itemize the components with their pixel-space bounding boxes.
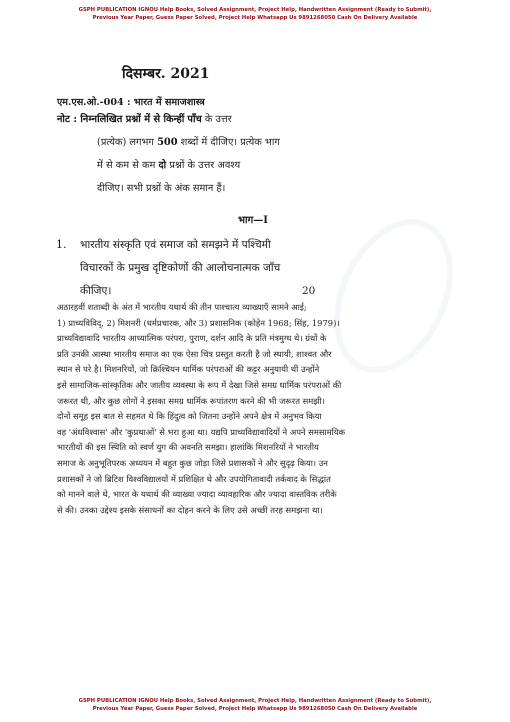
question-line-1: भारतीय संस्कृति एवं समाज को समझने में पश्चिमी	[80, 239, 271, 251]
part-heading: भाग—I	[238, 215, 268, 226]
answer-line: दोनों समूह इस बात से सहमत थे कि हिंदुत्व को जितना उन्होंने अपने क्षेत्र में अनुभव किया	[57, 411, 322, 422]
answer-line: स्थान से परे है। मिशनरियों, जो क्रिश्चियन धार्मिक परंपराओं की कट्टर अनुयायी थीं उन्होंने	[57, 364, 320, 375]
answer-line: 1) प्राच्यविविद्, 2) मिशनरी (धर्मप्रचारक, और 3) प्रशासनिक (कोहेन 1968; सिंह, 1979)।	[57, 317, 340, 328]
question-number: 1.	[56, 238, 67, 251]
answer-line: वह 'अंधविश्वास' और 'कुप्रथाओं' से भरा हुआ था। यद्यपि प्राच्यविद्यावादियों ने अपने समसामयिक	[57, 426, 346, 437]
note-line-3a: में से कम से कम	[97, 160, 156, 171]
note-line-2	[97, 135, 280, 148]
note-line-4: दीजिए। सभी प्रश्नों के अंक समान हैं।	[97, 183, 226, 194]
page-footer	[0, 697, 510, 713]
note-emph-five: पाँच	[187, 114, 202, 125]
answer-line: अठारहवीं शताब्दी के अंत में भारतीय यथार्थ की तीन पाश्चात्य व्याख्याएँ सामने आई;	[57, 302, 307, 312]
answer-line: से की। उनका उद्देश्य इसके संसाधनों का दोहन करने के लिए उसे अच्छी तरह समझना था।	[57, 504, 323, 515]
note-line-3c: प्रश्नों के उत्तर अवश्य	[169, 160, 241, 171]
note-line-3	[97, 158, 240, 171]
answer-line: को मानने वाले थे, भारत के यथार्थ की व्याख्या ज्यादा व्यावहारिक और ज्यादा वास्तविक तरीके	[57, 489, 337, 500]
note-line-1	[57, 112, 232, 125]
note-line-1a: नोट : निम्नलिखित प्रश्नों में से किन्हीं	[57, 114, 185, 125]
page-header	[0, 6, 510, 22]
answer-body	[57, 300, 472, 518]
footer-line-2: Previous Year Paper, Guess Paper Solved, Project Help Whatsapp Us 9891268050 Cash On Delivery Available	[92, 706, 418, 712]
note-line-2c: शब्दों में दीजिए। प्रत्येक भाग	[180, 137, 280, 148]
question-marks: 20	[302, 285, 316, 297]
header-line-2: Previous Year Paper, Guess Paper Solved, Project Help Whatsapp Us 9891268050 Cash On Delivery Available	[92, 15, 418, 21]
answer-line: प्रशासकों ने जो ब्रिटिश विश्वविद्यालयों में प्रशिक्षित थे और उपयोगितावादी तर्कवाद के सिद्धांत	[57, 473, 331, 484]
note-line-2a: (प्रत्येक) लगभग	[97, 137, 154, 148]
answer-line: समाज के अनुभूतिपरक अध्ययन में बहुत कुछ जोड़ा जिसे प्रशासकों ने और सुदृढ़ किया। उन	[57, 457, 328, 468]
answer-line: प्राच्यविद्यावादि भारतीय आध्यात्मिक परंपरा, पुराण, दर्शन आदि के प्रति मंत्रमुग्ध थे। ग्रंथों के	[57, 333, 327, 344]
footer-line-1: GSPH PUBLICATION IGNOU Help Books, Solved Assignment, Project Help, Handwritten Assignment (Ready to Submit),	[78, 698, 432, 704]
note-emph-two: दो	[158, 160, 167, 171]
answer-line: इसे सामाजिक-सांस्कृतिक और जातीय व्यवस्था के रूप में देखा जिसे समग्र धार्मिक परंपराओं की	[57, 379, 342, 390]
note-line-1c: के उत्तर	[204, 114, 232, 125]
answer-line: प्रति उनकी आस्था भारतीय समाज का एक ऐसा चित्र प्रस्तुत करती है जो स्थायी, शाश्वत और	[57, 348, 332, 359]
course-title: एम.एस.ओ.-004 : भारत में समाजशास्त्र	[57, 97, 205, 108]
note-emph-500: 500	[157, 137, 178, 148]
question-line-3: कीजिए।	[80, 285, 112, 297]
header-line-1: GSPH PUBLICATION IGNOU Help Books, Solved Assignment, Project Help, Handwritten Assignment (Ready to Submit),	[78, 7, 432, 13]
exam-session: दिसम्बर. 2021	[122, 66, 210, 82]
answer-line: भारतीयों की इस स्थिति को स्वर्ण युग की अवनति समझा। हालांकि मिशनरियों ने भारतीय	[57, 442, 319, 453]
question-line-2: विचारकों के प्रमुख दृष्टिकोणों की आलोचनात्मक जाँच	[80, 262, 281, 274]
answer-line: जरूरत थी, और कुछ लोगों ने इसका समग्र धार्मिक रूपांतरण करने की भी जरूरत समझी।	[57, 395, 325, 406]
